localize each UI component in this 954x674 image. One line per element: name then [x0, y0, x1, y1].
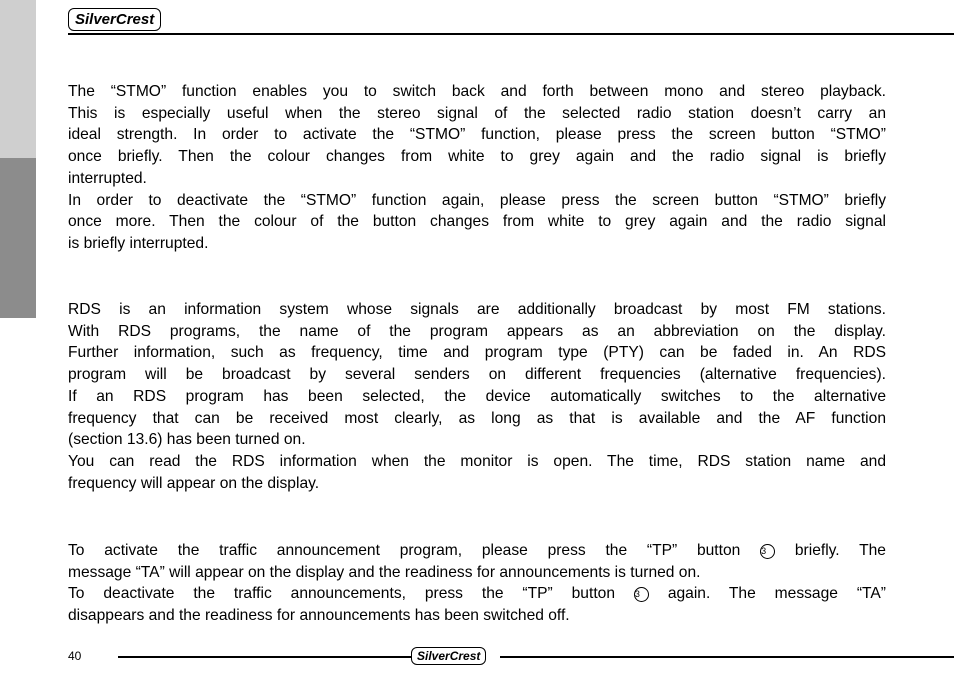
rds-paragraph: [68, 299, 886, 494]
button-3-icon: 3: [760, 544, 775, 559]
tp-line: disappears and the readiness for announcements has been switched off.: [68, 607, 570, 625]
footer-logo: SilverCrest: [411, 647, 486, 665]
footer-rule-right: [500, 656, 954, 658]
tp-line: message “TA” will appear on the display and the readiness for announcements is turned on.: [68, 563, 701, 581]
rds-line: program will be broadcast by several senders on different frequencies (alternative frequencies).: [68, 366, 886, 384]
header-logo: SilverCrest: [68, 8, 161, 31]
rds-line: If an RDS program has been selected, the device automatically switches to the alternative: [68, 387, 886, 405]
stmo-paragraph: [68, 81, 886, 255]
side-tab-light: [0, 0, 36, 158]
stmo-line: In order to deactivate the “STMO” function again, please press the screen button “STMO” briefly: [68, 191, 886, 209]
rds-line: (section 13.6) has been turned on.: [68, 431, 306, 449]
tp-line: [68, 583, 886, 605]
tp-paragraph: [68, 540, 886, 627]
header-rule: [68, 33, 954, 35]
stmo-line: once briefly. Then the colour changes from white to grey again and the radio signal is briefly: [68, 148, 886, 166]
rds-line: You can read the RDS information when the monitor is open. The time, RDS station name and: [68, 452, 886, 470]
footer-rule-left: [118, 656, 414, 658]
stmo-line: once more. Then the colour of the button changes from white to grey again and the radio signal: [68, 213, 886, 231]
rds-line: Further information, such as frequency, time and program type (PTY) can be faded in. An RDS: [68, 344, 886, 362]
stmo-line: is briefly interrupted.: [68, 234, 209, 252]
side-tab-dark: [0, 158, 36, 318]
stmo-line: ideal strength. In order to activate the “STMO” function, please press the screen button “STMO”: [68, 126, 886, 144]
tp-line-1-start: To activate the traffic announcement program, please press the “TP” button: [68, 542, 741, 559]
rds-line: frequency will appear on the display.: [68, 474, 320, 492]
stmo-line: interrupted.: [68, 169, 147, 187]
tp-line-3-end: again. The message “TA”: [667, 585, 886, 603]
tp-line: [68, 540, 886, 562]
rds-line: With RDS programs, the name of the program appears as an abbreviation on the display.: [68, 322, 886, 340]
button-3-icon: 3: [634, 587, 649, 602]
rds-line: RDS is an information system whose signals are additionally broadcast by most FM stations.: [68, 301, 886, 318]
tp-line-1-end: briefly. The: [794, 542, 886, 559]
rds-line: frequency that can be received most clearly, as long as that is available and the AF function: [68, 409, 886, 427]
tp-line-3-start: To deactivate the traffic announcements, press the “TP” button: [68, 585, 615, 603]
stmo-line: This is especially useful when the stereo signal of the selected radio station doesn’t carry an: [68, 104, 886, 122]
stmo-line: The “STMO” function enables you to switch back and forth between mono and stereo playback.: [68, 83, 886, 100]
page-number: 40: [68, 649, 82, 663]
